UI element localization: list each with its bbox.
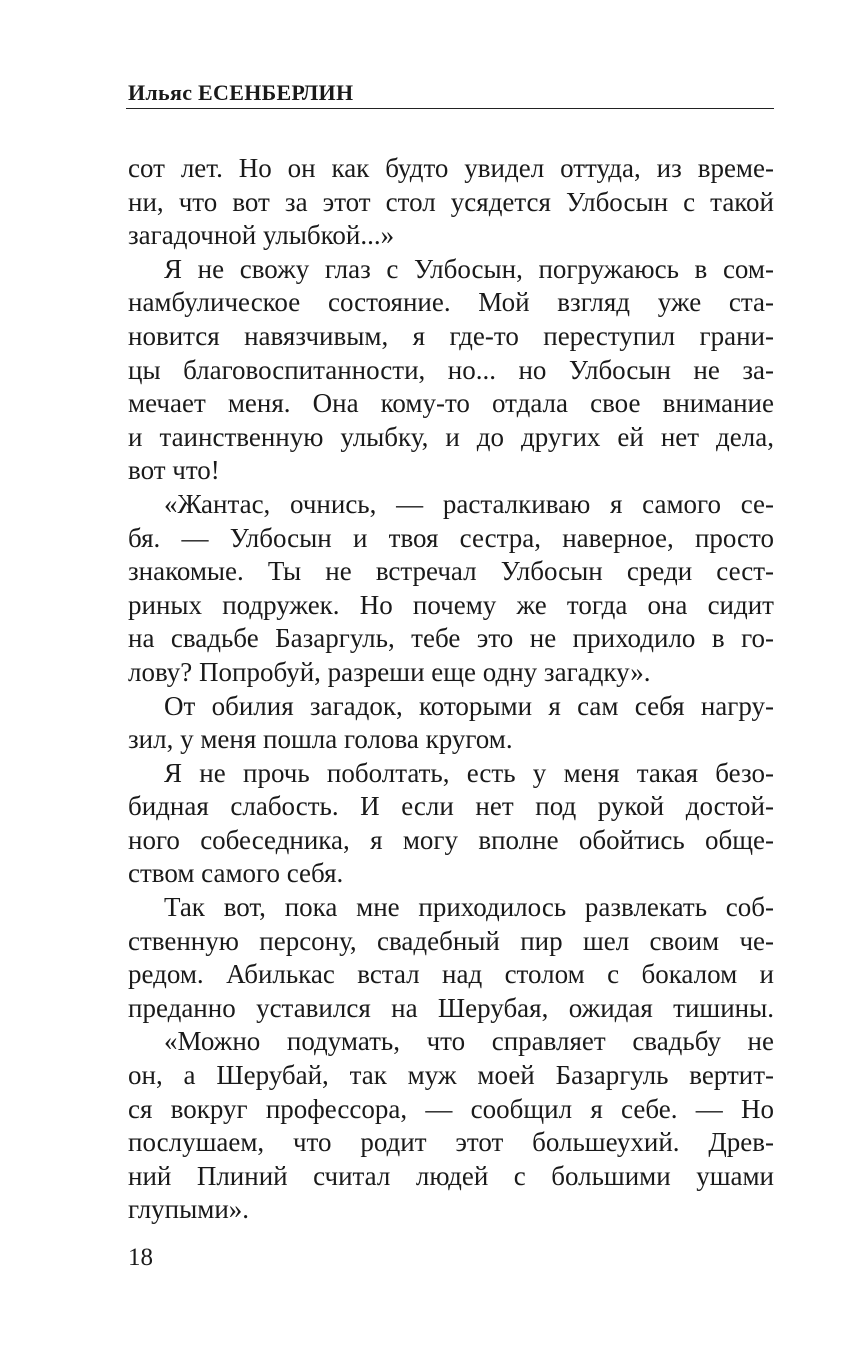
text-line: редом. Абилькас встал над столом с бокалом и: [128, 959, 774, 990]
text-line: вот что!: [128, 455, 220, 486]
text-line: новится навязчивым, я где-то переступил грани-: [128, 320, 774, 351]
running-head: Ильяс ЕСЕНБЕРЛИН: [128, 80, 354, 105]
text-line: лову? Попробуй, разреши еще одну загадку».: [128, 656, 651, 687]
text-line: глупыми».: [128, 1194, 250, 1225]
text-line: риных подружек. Но почему же тогда она сидит: [128, 589, 774, 620]
text-line: Я не прочь поболтать, есть у меня такая безо-: [164, 757, 774, 788]
text-line: ством самого себя.: [128, 858, 344, 889]
text-line: ственную персону, свадебный пир шел своим че-: [128, 925, 774, 956]
text-line: ся вокруг профессора, — сообщил я себе. — Но: [128, 1093, 774, 1124]
text-line: цы благовоспитанности, но... но Улбосын не за-: [128, 354, 774, 385]
text-line: знакомые. Ты не встречал Улбосын среди сест-: [128, 556, 774, 587]
text-line: он, а Шерубай, так муж моей Базаргуль вертит-: [128, 1060, 774, 1091]
text-line: намбулическое состояние. Мой взгляд уже ста-: [128, 287, 774, 318]
header-rule: [126, 108, 774, 109]
text-line: сот лет. Но он как будто увидел оттуда, из време-: [128, 153, 774, 183]
text-line: и таинственную улыбку, и до других ей нет дела,: [128, 421, 774, 452]
text-line: «Можно подумать, что справляет свадьбу не: [164, 1026, 774, 1057]
text-line: на свадьбе Базаргуль, тебе это не приходило в го-: [128, 623, 774, 654]
text-line: От обилия загадок, которыми я сам себя нагру-: [164, 690, 774, 721]
text-line: послушаем, что родит этот большеухий. Древ-: [128, 1127, 774, 1158]
text-line: ний Плиний считал людей с большими ушами: [128, 1160, 774, 1191]
text-line: ни, что вот за этот стол усядется Улбосын с такой: [128, 186, 774, 217]
text-line: ного собеседника, я могу вполне обойтись обще-: [128, 824, 774, 855]
body-text: [128, 152, 774, 1227]
text-line: Так вот, пока мне приходилось развлекать соб-: [164, 892, 774, 923]
text-line: загадочной улыбкой...»: [128, 220, 395, 251]
text-line: «Жантас, очнись, — расталкиваю я самого се-: [164, 488, 774, 519]
text-line: преданно уставился на Шерубая, ожидая тишины.: [128, 992, 774, 1023]
text-line: Я не свожу глаз с Улбосын, погружаюсь в сом-: [164, 253, 774, 284]
text-line: бидная слабость. И если нет под рукой достой-: [128, 791, 774, 822]
text-line: мечает меня. Она кому-то отдала свое внимание: [128, 388, 774, 419]
text-line: зил, у меня пошла голова кругом.: [128, 724, 513, 755]
page-number: 18: [128, 1244, 153, 1271]
text-line: бя. — Улбосын и твоя сестра, наверное, просто: [128, 522, 774, 553]
